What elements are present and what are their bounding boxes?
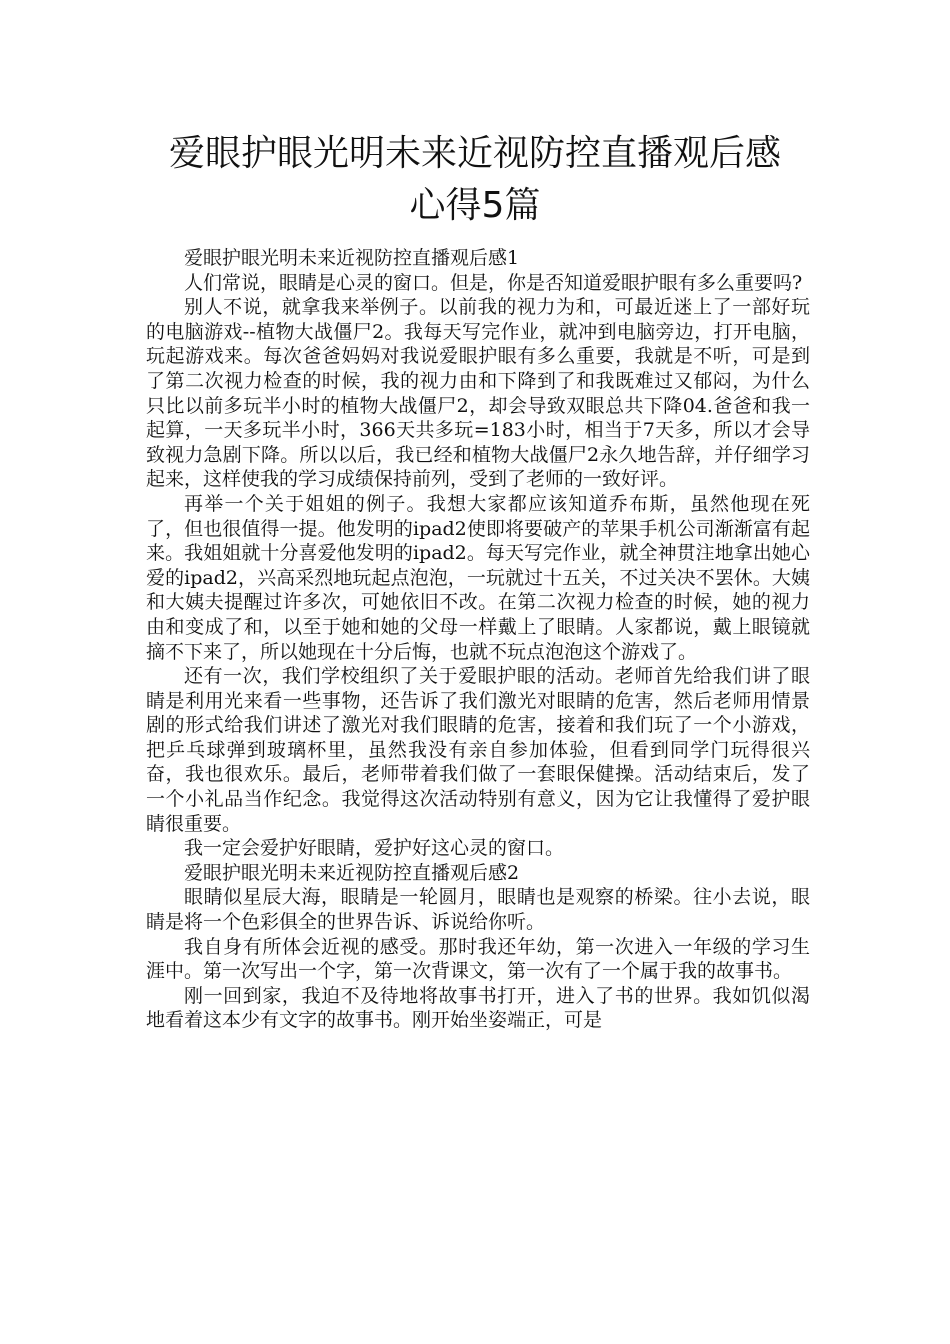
paragraph: 还有一次，我们学校组织了关于爱眼护眼的活动。老师首先给我们讲了眼睛是利用光来看一些事物，还告诉了我们激光对眼睛的危害，然后老师用情景剧的形式给我们讲述了激光对我们眼睛的危害，接着和我们玩了一个小游戏，把乒乓球弹到玻璃杯里，虽然我没有亲自参加体验，但看到同学门玩得很兴奋，我也很欢乐。最后，老师带着我们做了一套眼保健操。活动结束后，发了一个小礼品当作纪念。我觉得这次活动特别有意义，因为它让我懂得了爱护眼睛很重要。 — [146, 665, 810, 835]
paragraph: 眼睛似星辰大海，眼睛是一轮圆月，眼睛也是观察的桥梁。往小去说，眼睛是将一个色彩俱全的世界告诉、诉说给你听。 — [146, 886, 810, 934]
paragraph: 我自身有所体会近视的感受。那时我还年幼，第一次进入一年级的学习生涯中。第一次写出一个字，第一次背课文，第一次有了一个属于我的故事书。 — [146, 935, 810, 983]
page-title — [0, 128, 950, 232]
document-body — [146, 246, 810, 1033]
paragraph: 别人不说，就拿我来举例子。以前我的视力为和，可最近迷上了一部好玩的电脑游戏--植物大战僵尸2。我每天写完作业，就冲到电脑旁边，打开电脑，玩起游戏来。每次爸爸妈妈对我说爱眼护眼有多么重要，我就是不听，可是到了第二次视力检查的时候，我的视力由和下降到了和我既难过又郁闷，为什么只比以前多玩半小时的植物大战僵尸2，却会导致双眼总共下降04.爸爸和我一起算，一天多玩半小时，366天共多玩=183小时，相当于7天多，所以才会导致视力急剧下降。所以以后，我已经和植物大战僵尸2永久地告辞，并仔细学习起来，这样使我的学习成绩保持前列，受到了老师的一致好评。 — [146, 296, 810, 491]
section-heading-1: 爱眼护眼光明未来近视防控直播观后感1 — [184, 247, 520, 269]
paragraph: 我一定会爱护好眼睛，爱护好这心灵的窗口。 — [184, 837, 565, 860]
title-line-2: 心得5篇 — [409, 185, 541, 226]
paragraph: 再举一个关于姐姐的例子。我想大家都应该知道乔布斯，虽然他现在死了，但也很值得一提。他发明的ipad2使即将要破产的苹果手机公司渐渐富有起来。我姐姐就十分喜爱他发明的ipad2。每天写完作业，就全神贯注地拿出她心爱的ipad2，兴高采烈地玩起点泡泡，一玩就过十五关，不过关决不罢休。大姨和大姨夫提醒过许多次，可她依旧不改。在第二次视力检查的时候，她的视力由和变成了和，以至于她和她的父母一样戴上了眼睛。人家都说，戴上眼镜就摘不下来了，所以她现在十分后悔，也就不玩点泡泡这个游戏了。 — [146, 492, 810, 663]
section-heading-2: 爱眼护眼光明未来近视防控直播观后感2 — [184, 861, 520, 884]
paragraph: 刚一回到家，我迫不及待地将故事书打开，进入了书的世界。我如饥似渴地看着这本少有文字的故事书。刚开始坐姿端正，可是 — [146, 984, 810, 1032]
title-line-1: 爱眼护眼光明未来近视防控直播观后感 — [168, 133, 781, 174]
paragraph: 人们常说，眼睛是心灵的窗口。但是，你是否知道爱眼护眼有多么重要吗? — [184, 271, 803, 294]
